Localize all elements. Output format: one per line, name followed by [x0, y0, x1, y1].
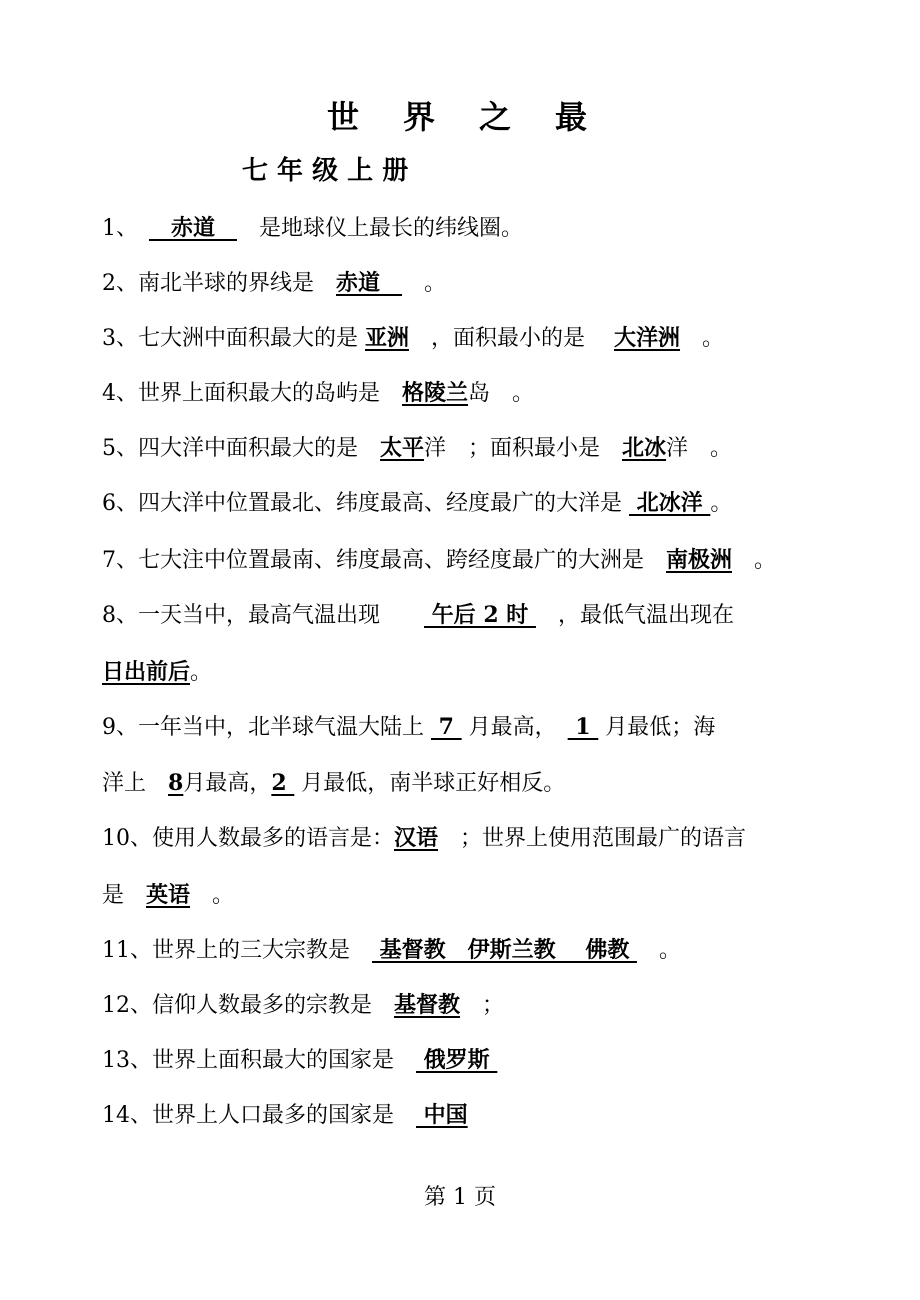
question-text: 洋上: [102, 771, 169, 796]
question-text: 。: [680, 326, 725, 351]
answer-text: 中国: [416, 1102, 468, 1128]
question-line: [102, 545, 776, 576]
question-text: 。: [732, 548, 777, 573]
question-text: ，面积最小的是: [409, 326, 615, 351]
question-text: 14、世界上人口最多的国家是: [102, 1103, 416, 1128]
question-line: [102, 768, 565, 799]
question-line: [102, 213, 523, 244]
page-footer: 第 1 页: [424, 1185, 496, 1210]
answer-text: 太平: [380, 435, 425, 461]
question-text: 。: [710, 491, 733, 516]
answer-text: 俄罗斯: [416, 1047, 498, 1073]
question-text: 9、一年当中，北半球气温大陆上: [102, 715, 431, 740]
question-text: 4、世界上面积最大的岛屿是: [102, 381, 402, 406]
answer-text: 基督教 伊斯兰教 佛教: [372, 937, 637, 963]
question-line: [102, 823, 746, 854]
question-text: 是: [102, 883, 147, 908]
question-line: [102, 488, 732, 519]
question-text: 月最高，: [461, 715, 568, 740]
question-text: 。: [402, 271, 447, 296]
question-text: 洋 ；面积最小是: [424, 436, 623, 461]
answer-text: 格陵兰: [402, 380, 469, 406]
answer-text: 7: [431, 714, 462, 740]
answer-text: 英语: [146, 882, 191, 908]
question-line: [102, 600, 734, 631]
question-text: 5、四大洋中面积最大的是: [102, 436, 380, 461]
answer-text: 赤道: [336, 270, 403, 296]
page-title: 世 界 之 最: [326, 98, 593, 136]
question-text: 岛 。: [468, 381, 535, 406]
answer-text: 北冰洋: [629, 490, 711, 516]
answer-text: 大洋洲: [614, 325, 681, 351]
question-text: 7、七大注中位置最南、纬度最高、跨经度最广的大洲是: [102, 548, 666, 573]
question-line: [102, 433, 732, 464]
question-text: 月最低，南半球正好相反。: [294, 771, 566, 796]
question-text: 。: [636, 938, 681, 963]
question-text: 月最低；海: [598, 715, 716, 740]
answer-text: 8: [168, 770, 184, 796]
question-text: 11、世界上的三大宗教是: [102, 938, 372, 963]
question-line: [102, 268, 446, 299]
answer-text: 汉语: [394, 825, 439, 851]
question-text: 8、一天当中，最高气温出现: [102, 603, 424, 628]
question-text: 1、: [102, 216, 149, 241]
question-text: 6、四大洋中位置最北、纬度最高、经度最广的大洋是: [102, 491, 629, 516]
answer-text: 南极洲: [666, 547, 733, 573]
question-line: [102, 1045, 497, 1076]
question-text: 洋 。: [666, 436, 733, 461]
question-line: [102, 935, 681, 966]
question-text: 13、世界上面积最大的国家是: [102, 1048, 416, 1073]
answer-text: 基督教: [394, 992, 461, 1018]
question-text: ；世界上使用范围最广的语言: [438, 826, 747, 851]
question-text: 是地球仪上最长的纬线圈。: [237, 216, 524, 241]
question-text: 。: [190, 883, 235, 908]
question-line: [102, 712, 715, 743]
answer-text: 1: [567, 714, 599, 740]
question-text: 2、南北半球的界线是: [102, 271, 336, 296]
question-line: [102, 1100, 468, 1131]
question-line: [102, 657, 212, 688]
question-line: [102, 378, 534, 409]
page-subtitle: 七 年 级 上 册: [242, 156, 409, 186]
question-text: 12、信仰人数最多的宗教是: [102, 993, 394, 1018]
question-text: ；: [460, 993, 505, 1018]
question-line: [102, 323, 724, 354]
question-text: 3、七大洲中面积最大的是: [102, 326, 365, 351]
question-text: 10、使用人数最多的语言是：: [102, 826, 394, 851]
question-text: ，最低气温出现在: [535, 603, 734, 628]
question-line: [102, 880, 234, 911]
question-text: 月最高，: [183, 771, 272, 796]
answer-text: 亚洲: [365, 325, 410, 351]
answer-text: 北冰: [622, 435, 667, 461]
answer-text: 赤道: [149, 215, 238, 241]
answer-text: 日出前后: [102, 659, 191, 685]
question-text: 。: [190, 660, 213, 685]
answer-text: 午后 2 时: [424, 602, 536, 628]
question-line: [102, 990, 504, 1021]
answer-text: 2: [271, 770, 295, 796]
